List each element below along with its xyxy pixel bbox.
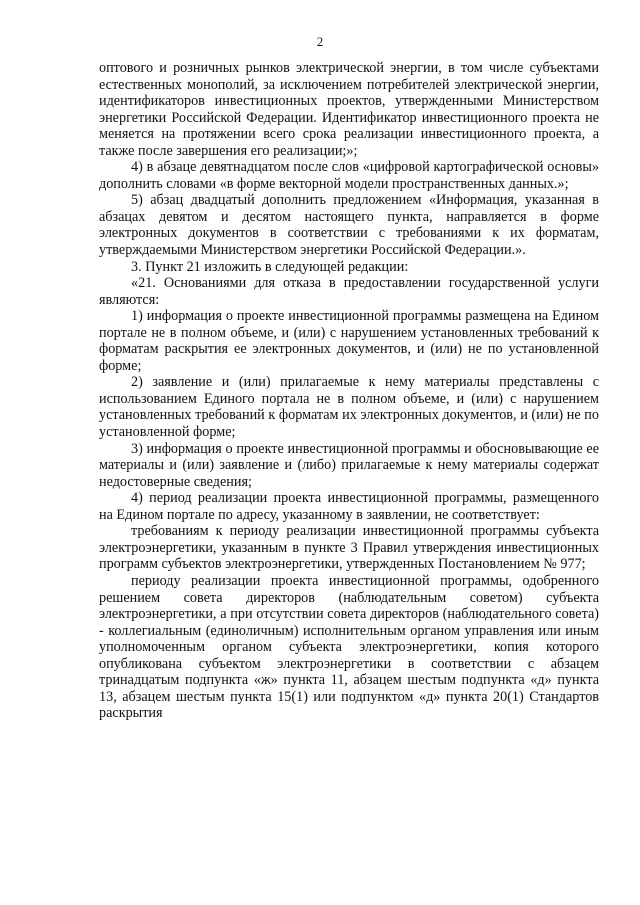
paragraph-5: «21. Основаниями для отказа в предоставлении государственной услуги являются: (99, 275, 599, 308)
paragraph-8: 3) информация о проекте инвестиционной программы и обосновывающие ее материалы и (или) заявление и (либо) прилагаемые к нему материалы содержат недостоверные сведения; (99, 440, 599, 490)
paragraph-9: 4) период реализации проекта инвестиционной программы, размещенного на Едином портале по адресу, указанному в заявлении, не соответствует: (99, 490, 599, 523)
paragraph-7: 2) заявление и (или) прилагаемые к нему материалы представлены с использованием Единого портала не в полном объеме, и (или) с нарушением установленных требований к форматам их электронных документов, и (или) не по установленной форме; (99, 374, 599, 441)
paragraph-6: 1) информация о проекте инвестиционной программы размещена на Едином портале не в полном объеме, и (или) с нарушением установленных требований к форматам раскрытия ее электронных документов, и (или) не по установленной форме; (99, 308, 599, 374)
paragraph-2: 4) в абзаце девятнадцатом после слов «цифровой картографической основы» дополнить словами «в форме векторной модели пространственных данных.»; (99, 159, 599, 192)
page-number: 2 (316, 34, 324, 49)
document-body (99, 60, 599, 722)
paragraph-10: требованиям к периоду реализации инвестиционной программы субъекта электроэнергетики, указанным в пункте 3 Правил утверждения инвестиционных программ субъектов электроэнергетики, утвержденных Постановлением № 977; (99, 523, 599, 573)
paragraph-11: периоду реализации проекта инвестиционной программы, одобренного решением совета директоров (наблюдательным советом) субъекта электроэнергетики, а при отсутствии совета директоров (наблюдательного совета) - коллегиальным (единоличным) исполнительным органом управления или иным уполномоченным органом субъекта электроэнергетики, копия которого опубликована субъектом электроэнергетики в соответствии с абзацем тринадцатым подпункта «ж» пункта 11, абзацем шестым подпункта «д» пункта 13, абзацем шестым пункта 15(1) или подпунктом «д» пункта 20(1) Стандартов раскрытия (99, 572, 599, 722)
paragraph-4: 3. Пункт 21 изложить в следующей редакции: (131, 258, 409, 275)
paragraph-1: оптового и розничных рынков электрической энергии, в том числе субъектами естественных монополий, за исключением потребителей электрической энергии, идентификаторов инвестиционных проектов, утвержденными Министерством энергетики Российской Федерации. Идентификатор инвестиционного проекта не меняется на протяжении всего срока реализации инвестиционного проекта, а также после завершения его реализации;»; (99, 60, 599, 159)
paragraph-3: 5) абзац двадцатый дополнить предложением «Информация, указанная в абзацах девятом и десятом настоящего пункта, направляется в форме электронных документов в соответствии с требованиями к их форматам, утверждаемыми Министерством энергетики Российской Федерации.». (99, 192, 599, 259)
